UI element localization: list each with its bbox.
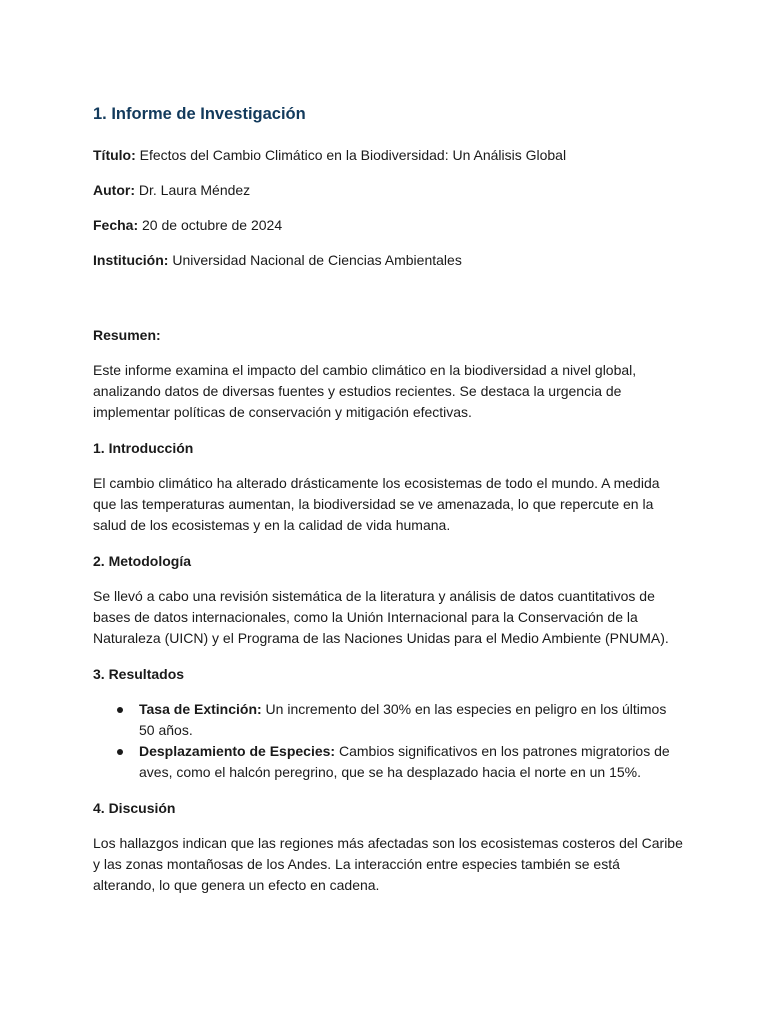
section-introduction-title: 1. Introducción bbox=[93, 440, 194, 456]
meta-date-value: 20 de octubre de 2024 bbox=[142, 217, 283, 233]
summary-label: Resumen: bbox=[93, 327, 161, 343]
section-methodology-text: Se llevó a cabo una revisión sistemática de la literatura y análisis de datos cuantitativos de bases de datos internacionales, como la Unión Internacional para la Conservación de la Naturaleza (UICN) y el Programa de las Naciones Unidas para el Medio Ambiente (PNUMA). bbox=[93, 588, 669, 646]
document-page bbox=[93, 103, 683, 911]
bullet-text: Cambios significativos en los patrones migratorios de aves, como el halcón peregrino, que se ha desplazado hacia el norte en un 15%. bbox=[139, 743, 670, 780]
document-heading: 1. Informe de Investigación bbox=[93, 105, 306, 123]
section-discussion-title: 4. Discusión bbox=[93, 800, 176, 816]
section-methodology-title: 2. Metodología bbox=[93, 553, 191, 569]
bullet-label: Desplazamiento de Especies: bbox=[139, 743, 336, 759]
meta-date bbox=[93, 215, 683, 235]
section-discussion-text: Los hallazgos indican que las regiones más afectadas son los ecosistemas costeros del Caribe y las zonas montañosas de los Andes. La interacción entre especies también se está alterando, lo que genera un efecto en cadena. bbox=[93, 835, 683, 893]
meta-title-label: Título: bbox=[93, 147, 136, 163]
meta-institution-label: Institución: bbox=[93, 252, 169, 268]
bullet-label: Tasa de Extinción: bbox=[139, 701, 262, 717]
list-item bbox=[139, 741, 683, 783]
meta-title-value: Efectos del Cambio Climático en la Biodiversidad: Un Análisis Global bbox=[139, 147, 567, 163]
bullet-icon bbox=[117, 749, 123, 755]
meta-institution bbox=[93, 250, 683, 270]
summary-text: Este informe examina el impacto del cambio climático en la biodiversidad a nivel global, analizando datos de diversas fuentes y estudios recientes. Se destaca la urgencia de implementar políticas de conservación y mitigación efectivas. bbox=[93, 362, 637, 420]
bullet-text: Un incremento del 30% en las especies en peligro en los últimos 50 años. bbox=[139, 701, 667, 738]
bullet-icon bbox=[117, 707, 123, 713]
section-introduction-text: El cambio climático ha alterado drásticamente los ecosistemas de todo el mundo. A medida que las temperaturas aumentan, la biodiversidad se ve amenazada, lo que repercute en la salud de los ecosistemas y en la calidad de vida humana. bbox=[93, 475, 660, 533]
meta-date-label: Fecha: bbox=[93, 217, 139, 233]
list-item bbox=[139, 699, 683, 741]
meta-author-value: Dr. Laura Méndez bbox=[138, 182, 251, 198]
meta-institution-value: Universidad Nacional de Ciencias Ambientales bbox=[172, 252, 462, 268]
spacer bbox=[93, 285, 683, 325]
section-results-title: 3. Resultados bbox=[93, 666, 185, 682]
meta-author bbox=[93, 180, 683, 200]
meta-author-label: Autor: bbox=[93, 182, 135, 198]
results-list bbox=[93, 699, 683, 783]
meta-title bbox=[93, 145, 683, 165]
